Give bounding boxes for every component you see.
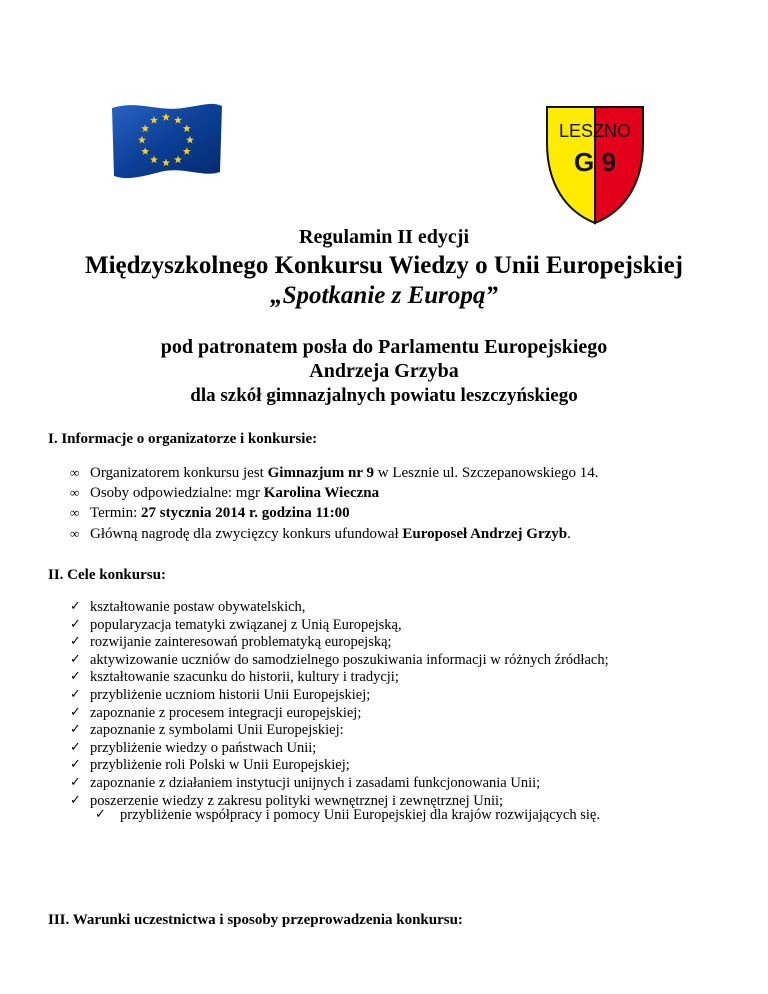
patron-name: Andrzeja Grzyba xyxy=(309,360,459,382)
item-text: popularyzacja tematyki związanej z Unią Europejską, xyxy=(90,616,402,633)
school-crest-logo xyxy=(545,103,645,225)
item-text: poszerzenie wiedzy z zakresu polityki wewnętrznej i zewnętrznej Unii; xyxy=(90,792,504,809)
bullet-icon: ∞ xyxy=(70,485,80,500)
section-3-heading: III. Warunki uczestnictwa i sposoby przeprowadzenia konkursu: xyxy=(48,912,463,928)
item-text: przybliżenie roli Polski w Unii Europejskiej; xyxy=(90,757,350,774)
section-2-heading: II. Cele konkursu: xyxy=(48,567,166,583)
checkmark-icon: ✓ xyxy=(70,739,81,755)
contest-motto: „Spotkanie z Europą” xyxy=(270,282,498,309)
checkmark-icon: ✓ xyxy=(70,616,81,632)
item-text: przybliżenie współpracy i pomocy Unii Europejskiej dla krajów rozwijających się. xyxy=(120,807,600,823)
item-text: zapoznanie z symbolami Unii Europejskiej: xyxy=(90,722,344,739)
checkmark-icon: ✓ xyxy=(70,792,81,808)
crest-top-text: LESZNO xyxy=(558,121,632,141)
checkmark-icon: ✓ xyxy=(70,599,81,614)
item-text: zapoznanie z procesem integracji europejskiej; xyxy=(90,704,362,721)
patronage-line: pod patronatem posła do Parlamentu Europejskiego xyxy=(160,336,608,358)
item-bold: Karolina Wieczna xyxy=(263,485,380,501)
item-text: Osoby odpowiedzialne: mgr xyxy=(90,485,264,501)
item-text: aktywizowanie uczniów do samodzielnego poszukiwania informacji w różnych źródłach; xyxy=(90,651,609,668)
item-text: w Lesznie ul. Szczepanowskiego 14. xyxy=(374,465,599,481)
checkmark-icon: ✓ xyxy=(95,807,106,822)
bullet-icon: ∞ xyxy=(70,526,80,541)
eu-flag-logo xyxy=(108,100,226,180)
item-text: przybliżenie uczniom historii Unii Europejskiej; xyxy=(90,687,371,703)
checkmark-icon: ✓ xyxy=(70,669,81,685)
checkmark-icon: ✓ xyxy=(70,757,81,773)
item-text: Główną nagrodę dla zwycięzcy konkurs ufundował xyxy=(90,526,403,542)
target-schools: dla szkół gimnazjalnych powiatu leszczyńskiego xyxy=(190,385,578,406)
item-text: Termin: xyxy=(90,505,142,521)
item-text: przybliżenie wiedzy o państwach Unii; xyxy=(90,739,317,756)
bullet-icon: ∞ xyxy=(70,465,80,480)
item-text: . xyxy=(567,526,571,542)
item-text: kształtowanie postaw obywatelskich, xyxy=(90,599,306,615)
item-bold: Gimnazjum nr 9 xyxy=(267,465,375,481)
item-text: kształtowanie szacunku do historii, kultury i tradycji; xyxy=(90,669,399,686)
item-bold: Europoseł Andrzej Grzyb xyxy=(402,526,568,542)
checkmark-icon: ✓ xyxy=(70,651,81,667)
crest-bottom-text: G 9 xyxy=(574,147,616,177)
checkmark-icon: ✓ xyxy=(70,704,81,720)
item-text: rozwijanie zainteresowań problematyką europejską; xyxy=(90,634,392,651)
contest-name: Międzyszkolnego Konkursu Wiedzy o Unii Europejskiej xyxy=(85,252,683,279)
checkmark-icon: ✓ xyxy=(70,687,81,702)
item-bold: 27 stycznia 2014 r. godzina 11:00 xyxy=(141,505,350,521)
regulation-title: Regulamin II edycji xyxy=(299,226,469,248)
checkmark-icon: ✓ xyxy=(70,775,81,790)
item-text: zapoznanie z działaniem instytucji unijnych i zasadami funkcjonowania Unii; xyxy=(90,775,541,791)
item-text: Organizatorem konkursu jest xyxy=(90,465,268,481)
checkmark-icon: ✓ xyxy=(70,722,81,738)
section-1-heading: I. Informacje o organizatorze i konkursie: xyxy=(48,431,318,447)
checkmark-icon: ✓ xyxy=(70,634,81,650)
bullet-icon: ∞ xyxy=(70,505,80,520)
